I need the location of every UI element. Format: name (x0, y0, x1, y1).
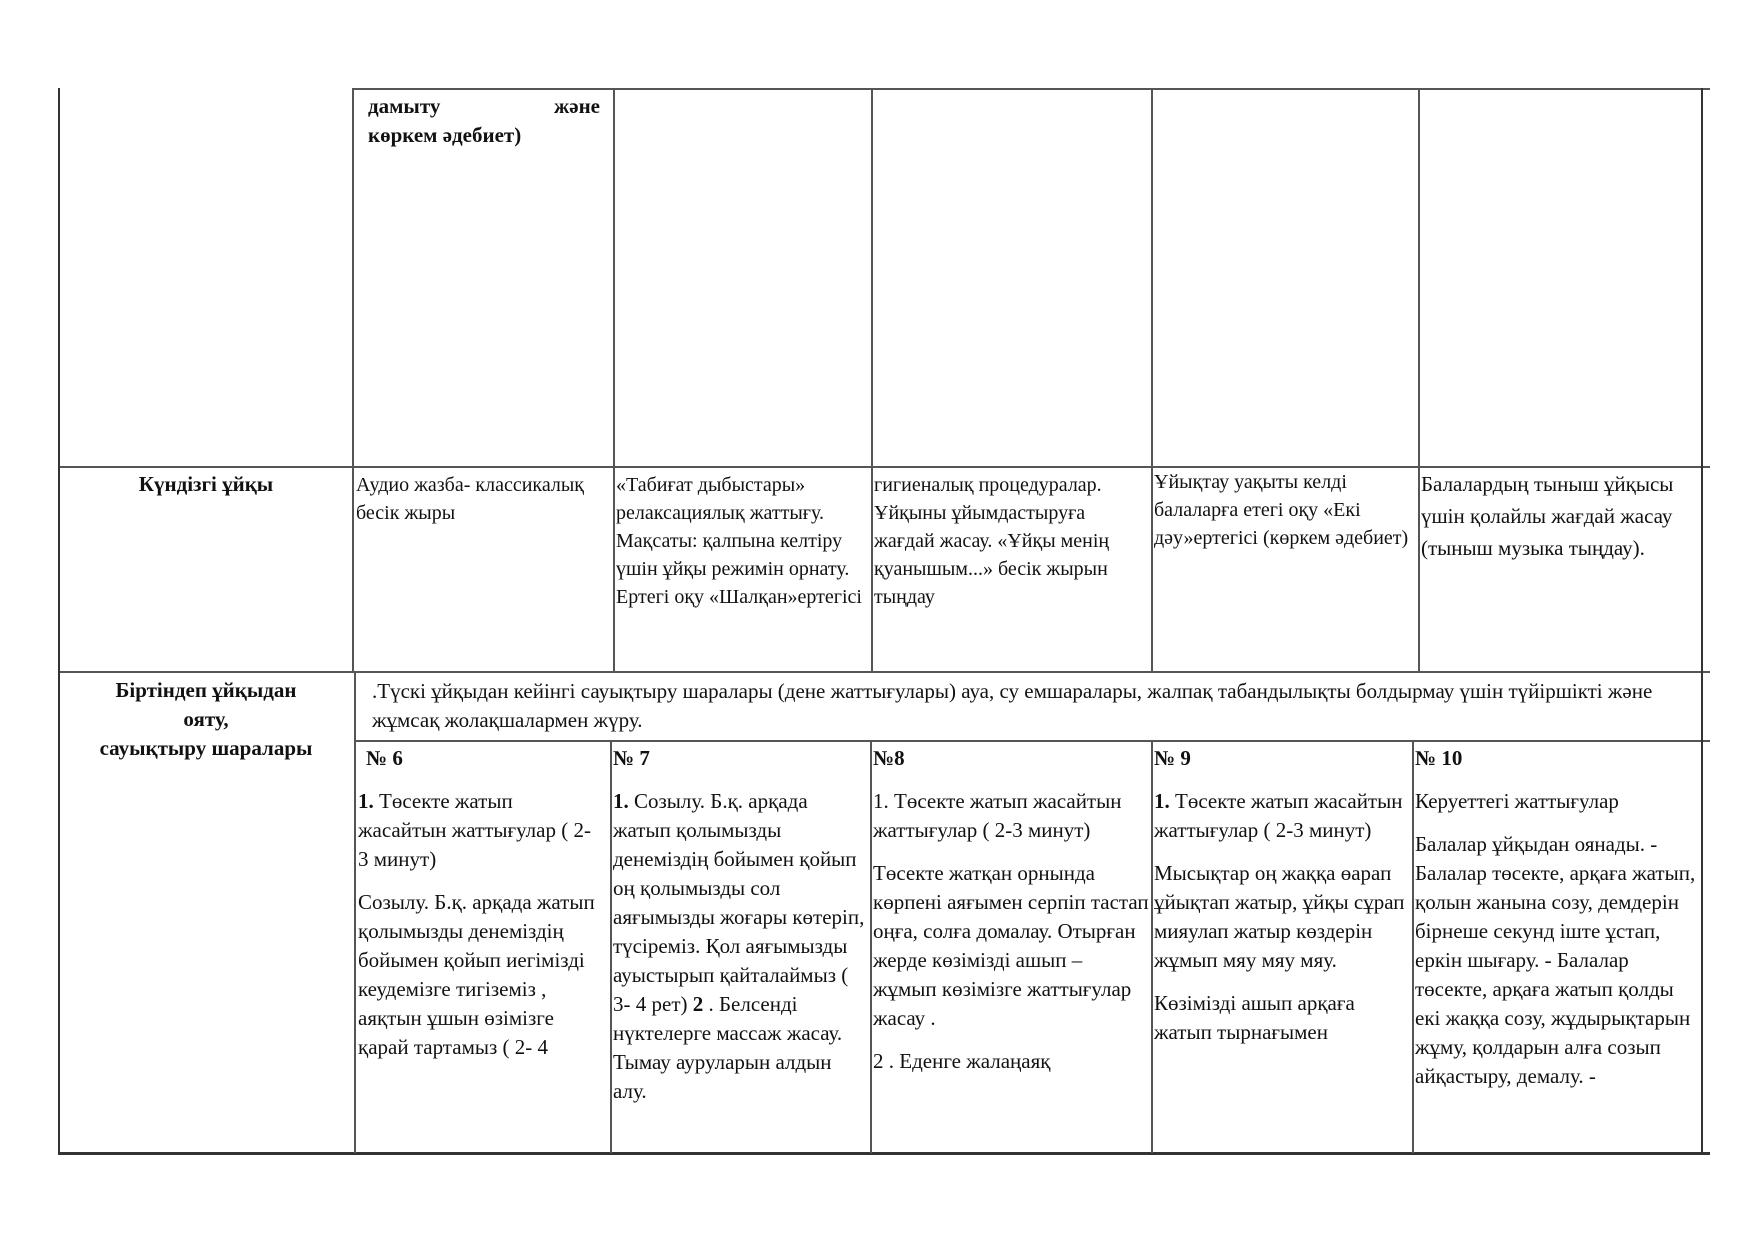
wake-intro-bottom-border (354, 740, 1710, 742)
day-6-p1-text: Төсекте жатып жасайтын жаттығулар ( 2- 3 минут) (358, 789, 591, 871)
col-divider-1-lower (354, 671, 356, 1153)
day-6-p1-num: 1. (358, 789, 374, 813)
day-7-number: № 7 (613, 746, 650, 770)
col-divider-5-lower (1412, 740, 1414, 1153)
col-divider-1 (352, 88, 354, 672)
table-top-border (352, 88, 1710, 90)
day-9-paragraph-2: Мысықтар оң жаққа өарап ұйықтап жатыр, ұйқы сұрап мияулап жатыр көздерін жұмып мяу мяу мяу. (1154, 861, 1405, 972)
day-7-p1-num: 1. (613, 789, 629, 813)
day-7-p1-text2: . Белсенді нүктелерге массаж жасау. Тымау ауруларын алдын алу. (613, 992, 843, 1103)
day-9-p1-num: 1. (1154, 789, 1170, 813)
day-10-paragraph-2: Балалар ұйқыдан оянады. - Балалар төсекте, арқаға жатып, қолын жанына созу, демдерін бірнеше секунд іште ұстап, еркін шығару. - Балалар төсекте, арқаға жатып қолды екі жаққа созу, жұдырықтарын жұму, қолдарын алға созып айқастыру, демалу. - (1415, 832, 1696, 1088)
day-7-paragraph-1 (613, 787, 867, 1106)
day-6-paragraph-2: Созылу. Б.қ. арқада жатып қолымызды денеміздің бойымен қойып иегімізді кеудемізге тигіземіз , аяқтын ұшын өзімізге қарай тартамыз ( 2- 4 (358, 890, 595, 1059)
wake-day-8-cell (873, 744, 1149, 1076)
day-7-p1-text: Созылу. Б.қ. арқада жатып қолымызды денеміздің бойымен қойып оң қолымызды сол аяғымызды жоғары көтеріп, түсіреміз. Қол аяғымызды ауыстырып қайталаймыз ( 3- 4 рет) (613, 789, 865, 1016)
day-10-number: № 10 (1415, 746, 1463, 770)
day-10-paragraph-1: Керуеттегі жаттығулар (1415, 789, 1619, 813)
day-8-paragraph-1: 1. Төсекте жатып жасайтын жаттығулар ( 2-3 минут) (873, 789, 1122, 842)
col-divider-3-lower (870, 740, 872, 1153)
top-row-col1-line1: дамыту және (368, 94, 600, 118)
wake-row-label (62, 676, 350, 763)
top-row-col1-cell (368, 92, 600, 150)
nap-cell-2: «Табиғат дыбыстары» релаксациялық жаттығу. Мақсаты: қалпына келтіру үшін ұйқы режимін орнату. Ертегі оқу «Шалқан»ертегісі (616, 474, 862, 608)
day-9-paragraph-1 (1154, 787, 1410, 845)
top-row-col1-line2: көркем әдебиет) (368, 123, 522, 147)
day-6-number: № 6 (366, 746, 403, 770)
col-divider-4-lower (1151, 740, 1153, 1153)
col-divider-5 (1418, 88, 1420, 672)
col-divider-3 (871, 88, 873, 672)
day-9-p1-text: Төсекте жатып жасайтын жаттығулар ( 2-3 минут) (1154, 789, 1403, 842)
day-9-paragraph-3: Көзімізді ашып арқаға жатып тырнағымен (1154, 991, 1355, 1044)
day-9-number: № 9 (1154, 746, 1191, 770)
wake-day-10-cell (1415, 744, 1699, 1091)
day-8-paragraph-3: 2 . Еденге жалаңаяқ (873, 1049, 1051, 1073)
wake-intro-text: .Түскі ұйқыдан кейінгі сауықтыру шаралары (дене жаттығулары) ауа, су емшаралары, жалпақ табандылықты болдырмау үшін түйіршікті және жұмсақ жолақшалармен жүру. (372, 679, 1653, 732)
day-8-number: №8 (873, 746, 905, 770)
nap-row-label: Күндізгі ұйқы (138, 472, 274, 496)
nap-cell-4: Ұйықтау уақыты келді балаларға етегі оқу «Екі дәу»ертегісі (көркем әдебиет) (1154, 471, 1409, 549)
wake-day-9-cell (1154, 744, 1410, 1047)
nap-cell-5: Балалардың тыныш ұйқысы үшін қолайлы жағдай жасау (тыныш музыка тыңдау). (1421, 472, 1674, 560)
col-divider-4 (1151, 88, 1153, 672)
wake-label-line1: Біртіндеп ұйқыдан (115, 678, 297, 702)
day-7-p1-num2: 2 (692, 992, 704, 1016)
day-8-paragraph-2: Төсекте жатқан орнында көрпені аяғымен серпіп тастап оңға, солға домалау. Отырған жерде көзімізді ашып – жұмып көзімізге жаттығулар жасау . (873, 861, 1149, 1030)
table-right-border (1701, 88, 1703, 1154)
wake-label-line2: ояту, (183, 707, 229, 731)
col-divider-2-lower (610, 740, 612, 1153)
wake-row-top-border (58, 671, 1710, 673)
table-left-border (58, 88, 60, 1154)
nap-cell-3: гигиеналық процедуралар. Ұйқыны ұйымдастыруға жағдай жасау. «Ұйқы менің қуанышым...» бесік жырын тыңдау (874, 474, 1110, 608)
col-divider-2 (613, 88, 615, 672)
nap-cell-1: Аудио жазба- классикалық бесік жыры (356, 474, 585, 524)
table-bottom-border (58, 1152, 1710, 1155)
wake-day-6-cell (358, 744, 606, 1062)
wake-label-line3: сауықтыру шаралары (99, 736, 313, 760)
day-6-paragraph-1 (358, 787, 606, 874)
wake-day-7-cell (613, 744, 867, 1106)
